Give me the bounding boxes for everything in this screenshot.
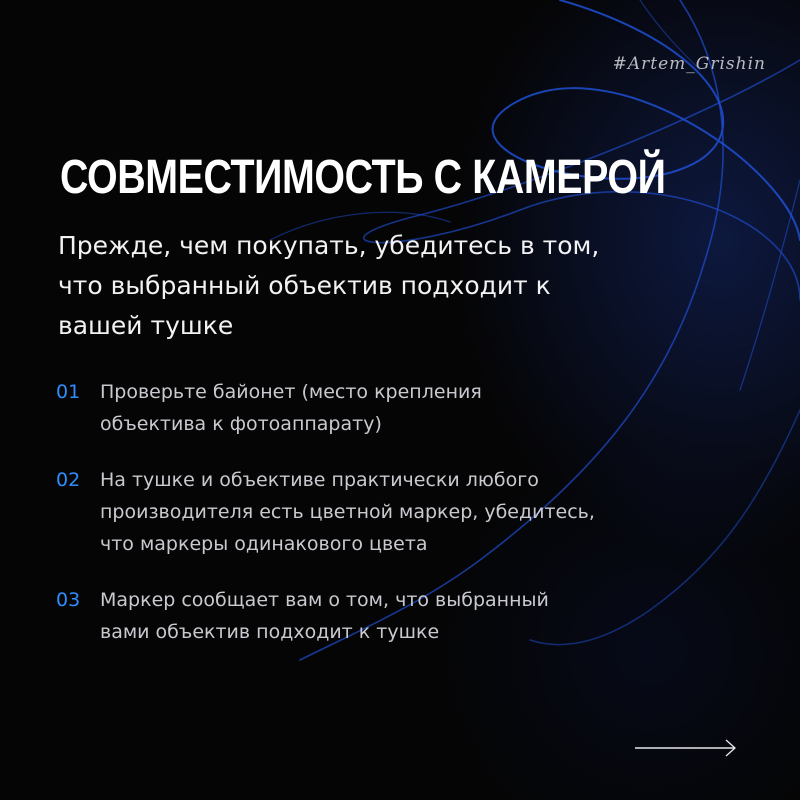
page-title: СОВМЕСТИМОСТЬ С КАМЕРОЙ: [60, 151, 666, 204]
arrow-right-icon[interactable]: [634, 738, 738, 758]
item-number: 01: [56, 381, 81, 403]
list-item: [56, 376, 736, 440]
item-text: Маркер сообщает вам о том, что выбранный вами объектив подходит к тушке: [100, 589, 549, 643]
list-item: [56, 584, 736, 648]
item-number: 02: [56, 469, 81, 491]
tips-list: [56, 376, 736, 672]
item-text: Проверьте байонет (место крепления объектива к фотоаппарату): [100, 381, 482, 435]
list-item: [56, 464, 736, 560]
subtitle: Прежде, чем покупать, убедитесь в том, что выбранный объектив подходит к вашей тушке: [58, 231, 600, 340]
author-signature: #Artem_Grishin: [612, 54, 766, 74]
item-text: На тушке и объективе практически любого производителя есть цветной маркер, убедитесь, что маркеры одинакового цвета: [100, 469, 595, 555]
item-number: 03: [56, 589, 81, 611]
